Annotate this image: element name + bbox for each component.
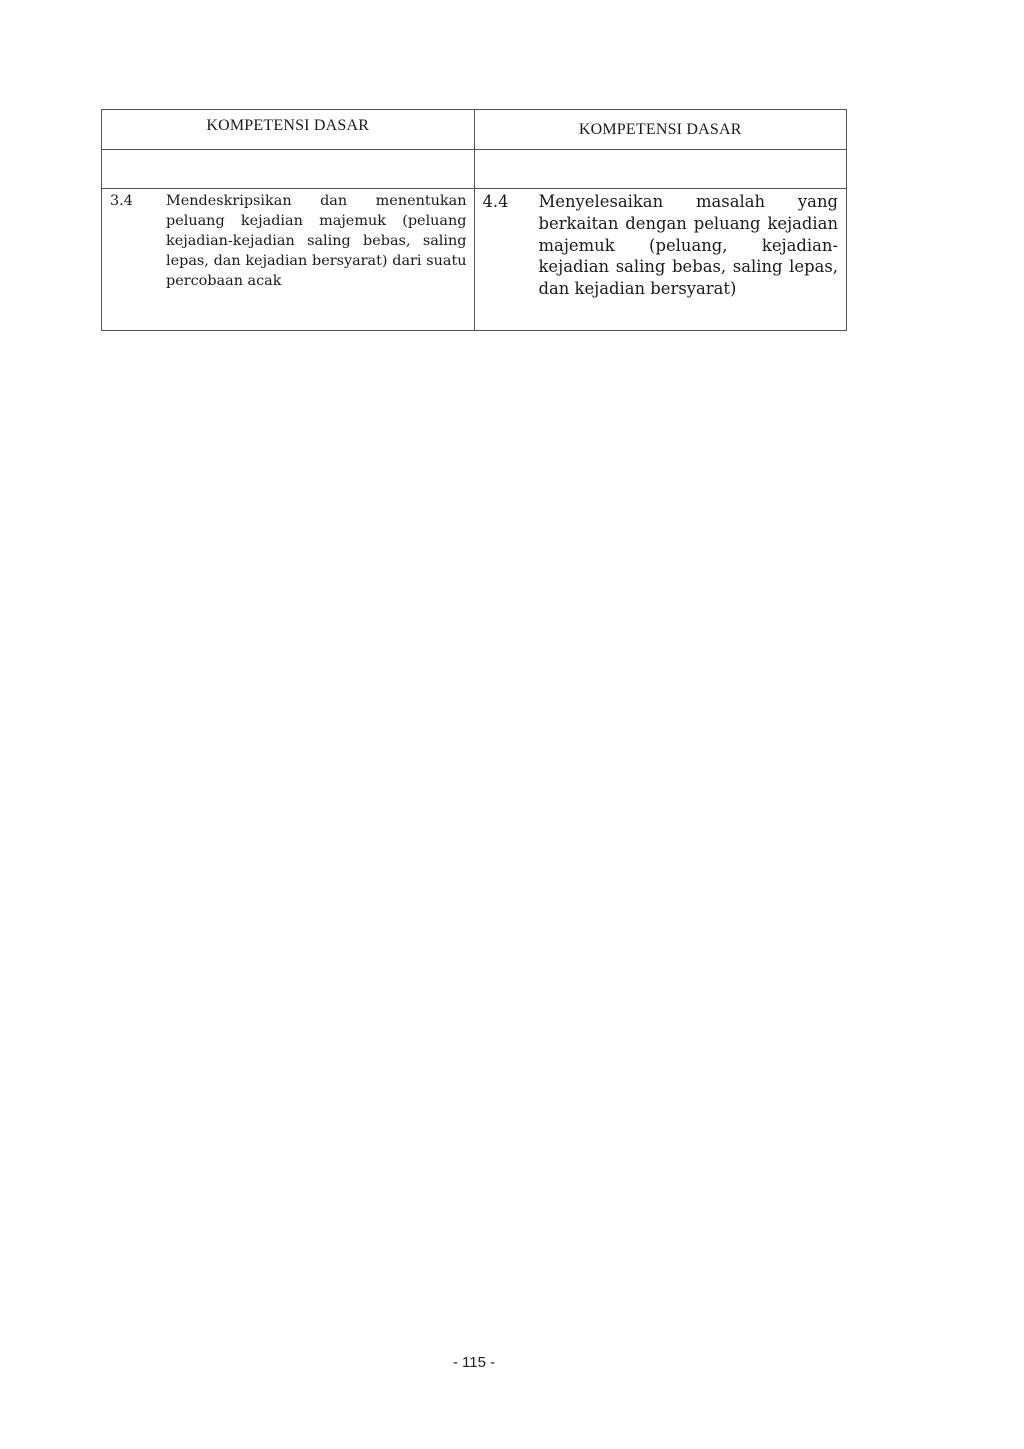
table-cell-left	[102, 189, 475, 331]
header-label-left: KOMPETENSI DASAR	[206, 117, 370, 134]
page-number: - 115 -	[452, 1354, 496, 1371]
competency-text: Menyelesaikan masalah yang berkaitan dengan peluang kejadian majemuk (peluang, kejadian-kejadian saling bebas, saling lepas, dan kejadian bersyarat)	[538, 192, 838, 299]
table-header-row	[102, 110, 847, 150]
table-cell-right	[474, 189, 847, 331]
table-empty-row	[102, 150, 847, 189]
kompetensi-dasar-table	[101, 109, 847, 331]
competency-item	[475, 189, 847, 300]
header-label-right: KOMPETENSI DASAR	[578, 121, 742, 138]
competency-number: 3.4	[110, 193, 133, 209]
empty-cell	[102, 150, 475, 189]
table-header-cell	[474, 110, 847, 150]
empty-cell	[474, 150, 847, 189]
competency-number: 4.4	[482, 192, 509, 211]
table-header-cell	[102, 110, 475, 150]
competency-item	[102, 189, 474, 291]
competency-text: Mendeskripsikan dan menentukan peluang kejadian majemuk (peluang kejadian-kejadian saling bebas, saling lepas, dan kejadian bersyarat) dari suatu percobaan acak	[166, 193, 467, 289]
table-row	[102, 189, 847, 331]
